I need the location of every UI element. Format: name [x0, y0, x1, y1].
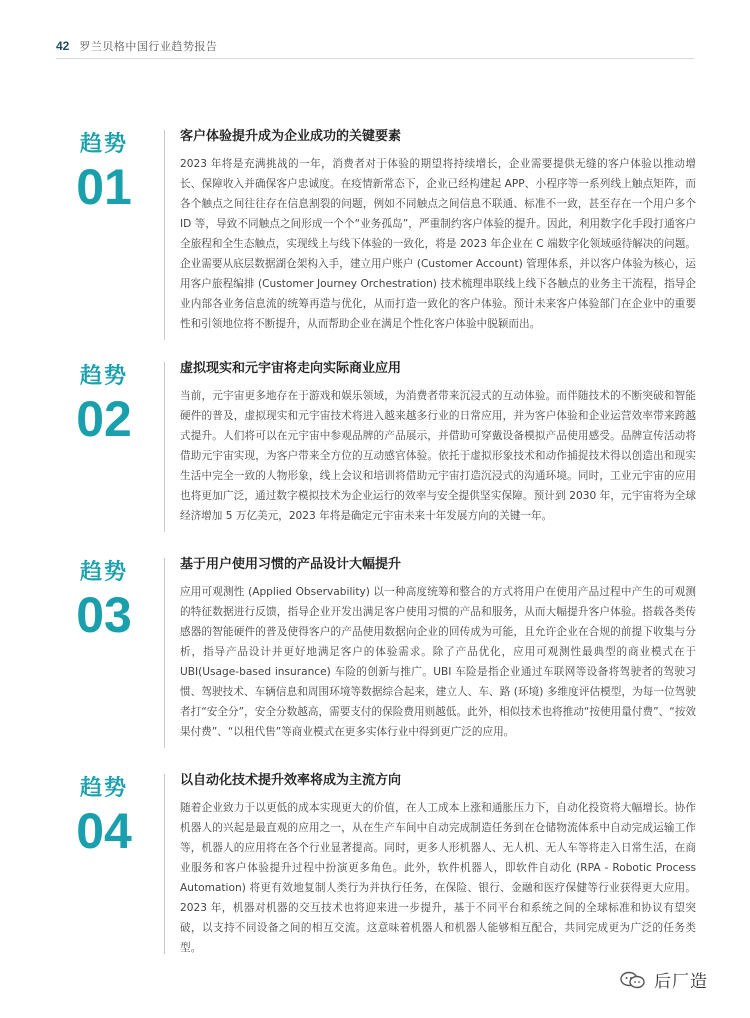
trend-body: 当前，元宇宙更多地存在于游戏和娱乐领域，为消费者带来沉浸式的互动体验。而伴随技术的不断突破和智能硬件的普及，虚拟现实和元宇宙技术将进入越来越多行业的日常应用，并为客户体验和企业运营效率带来跨越式提升。人们将可以在元宇宙中参观品牌的产品展示，并借助可穿戴设备模拟产品使用感受。品牌宣传活动将借助元宇宙实现，为客户带来全方位的互动感官体验。依托于虚拟形象技术和动作捕捉技术得以创造出和现实生活中完全一致的人物形象，线上会议和培训将借助元宇宙打造沉浸式的沟通环境。同时，工业元宇宙的应用也将更加广泛，通过数字模拟技术为企业运行的效率与安全提供坚实保障。预计到 2030 年，元宇宙将为全球经济增加 5 万亿美元，2023 年将是确定元宇宙未来十年发展方向的关键一年。 — [180, 390, 696, 522]
trend-word: 趋势 — [79, 132, 128, 157]
trend-number: 02 — [76, 391, 132, 447]
watermark — [620, 967, 708, 992]
trend-title: 基于用户使用习惯的产品设计大幅提升 — [180, 557, 402, 572]
trend-label — [56, 362, 152, 446]
report-title: 罗兰贝格中国行业趋势报告 — [79, 40, 218, 53]
trend-title: 虚拟现实和元宇宙将走向实际商业应用 — [180, 361, 402, 376]
trend-content — [180, 556, 696, 742]
trend-word: 趋势 — [79, 776, 128, 801]
trend-word: 趋势 — [79, 560, 128, 585]
trend-content — [180, 360, 696, 526]
section-divider — [164, 558, 165, 748]
trend-number: 03 — [76, 587, 132, 643]
page-number: 42 — [56, 39, 70, 53]
trend-label — [56, 130, 152, 214]
trend-section-02 — [56, 360, 696, 540]
trend-content — [180, 772, 696, 958]
trend-body: 随着企业致力于以更低的成本实现更大的价值，在人工成本上涨和通胀压力下，自动化投资将大幅增长。协作机器人的兴起是最直观的应用之一，从在生产车间中自动完成制造任务到在仓储物流体系中自动完成运输工作等，机器人的应用将在各个行业显著提高。同时，更多人形机器人、无人机、无人车等将走入日常生活，在商业服务和客户体验提升过程中扮演更多角色。此外，软件机器人，即软件自动化 (RPA - Robotic Process Automation) 将更有效地复制人类行为并执行任务，在保险、银行、金融和医疗保健等行业获得更大应用。2023 年，机器对机器的交互技术也将迎来进一步提升，基于不同平台和系统之间的全球标准和协议有望突破，以支持不同设备之间的相互交流。这意味着机器人和机器人能够相互配合，共同完成更为广泛的任务类型。 — [180, 802, 696, 954]
wechat-icon — [620, 971, 646, 989]
trend-title: 客户体验提升成为企业成功的关键要素 — [180, 129, 402, 144]
trend-content — [180, 128, 696, 334]
trend-section-04 — [56, 772, 696, 962]
header-divider — [56, 58, 694, 59]
trend-label — [56, 558, 152, 642]
trend-label — [56, 774, 152, 858]
section-divider — [164, 362, 165, 532]
trend-body: 应用可观测性 (Applied Observability) 以一种高度统筹和整合的方式将用户在使用产品过程中产生的可观测的特征数据进行反馈，指导企业开发出满足客户使用习惯的产品和服务，从而大幅提升客户体验。搭载各类传感器的智能硬件的普及使得客户的产品使用数据向企业的回传成为可能，且允许企业在合规的前提下收集与分析，指导产品设计并更好地满足客户的体验需求。除了产品优化，应用可观测性最典型的商业模式在于 UBI(Usage-based insurance) 车险的创新与推广。UBI 车险是指企业通过车联网等设备将驾驶者的驾驶习惯、驾驶技术、车辆信息和周围环境等数据综合起来，建立人、车、路 (环境) 多维度评估模型，为每一位驾驶者打“安全分”，安全分数越高，需要支付的保险费用则越低。此外，相似技术也将推动“按使用量付费”、“按效果付费”、“以租代售”等商业模式在更多实体行业中得到更广泛的应用。 — [180, 586, 696, 738]
page-header — [56, 38, 217, 54]
trend-number: 01 — [76, 159, 132, 215]
trend-word: 趋势 — [79, 364, 128, 389]
trend-body: 2023 年将是充满挑战的一年，消费者对于体验的期望将持续增长，企业需要提供无缝的客户体验以推动增长、保障收入并确保客户忠诚度。在疫情新常态下，企业已经构建起 APP、小程序等一系列线上触点矩阵，而各个触点之间往往存在信息割裂的问题，例如不同触点之间信息不联通、标准不一致，甚至存在一个用户多个 ID 等，导致不同触点之间形成一个个“业务孤岛”，严重制约客户体验的提升。因此，利用数字化手段打通客户全旅程和全生态触点，实现线上与线下体验的一致化，将是 2023 年企业在 C 端数字化领域亟待解决的问题。企业需要从底层数据湖仓架构入手，建立用户账户 (Customer Account) 管理体系，并以客户体验为核心，运用客户旅程编排 (Customer Journey Orchestration) 技术梳理串联线上线下各触点的业务主干流程，指导企业内部各业务信息流的统筹再造与优化，从而打造一致化的客户体验。预计未来客户体验部门在企业中的重要性和引领地位将不断提升，从而帮助企业在满足个性化客户体验中脱颖而出。 — [180, 158, 696, 330]
trend-section-01 — [56, 128, 696, 348]
section-divider — [164, 774, 165, 954]
trend-section-03 — [56, 556, 696, 756]
watermark-text: 后厂造 — [654, 972, 708, 992]
trend-number: 04 — [76, 803, 132, 859]
trend-title: 以自动化技术提升效率将成为主流方向 — [180, 773, 402, 788]
section-divider — [164, 130, 165, 340]
